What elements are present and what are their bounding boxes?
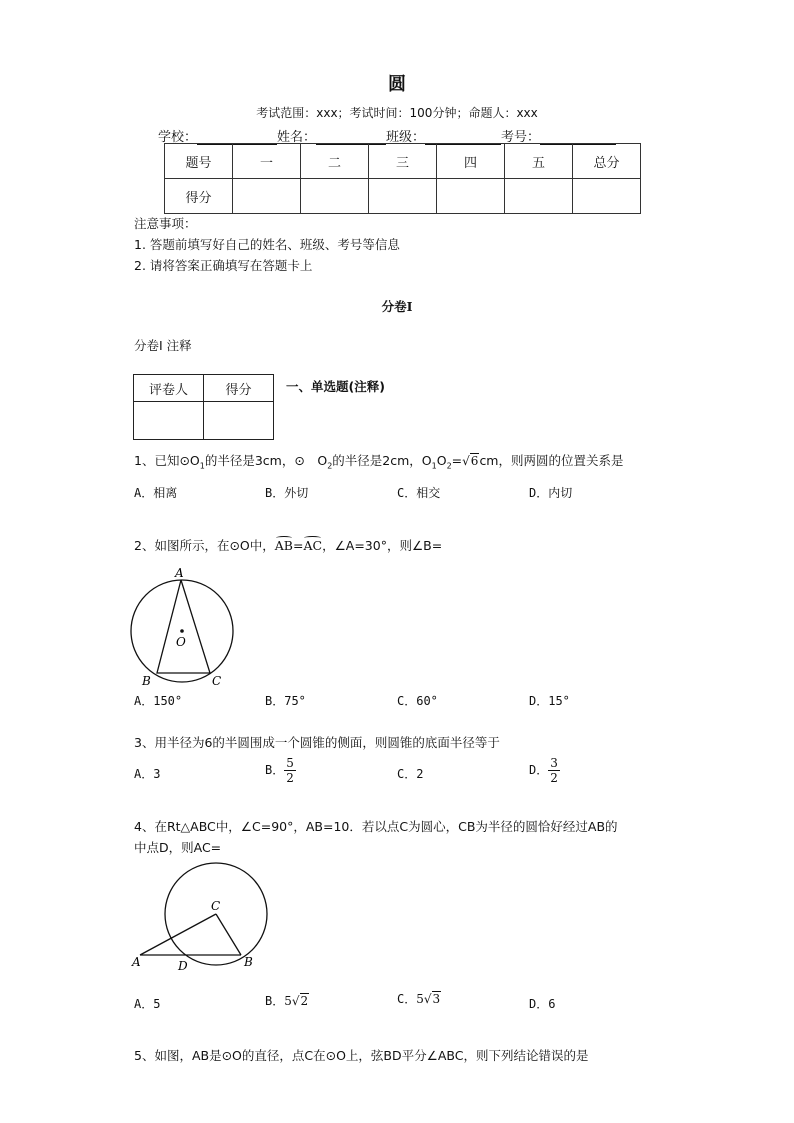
school-label: 学校： — [158, 130, 198, 145]
question-3-text: 3、用半径为6的半圆围成一个圆锥的侧面，则圆锥的底面半径等于 — [134, 735, 500, 750]
question-3-option-b[interactable]: B． $\frac{5}{2}$ — [265, 756, 294, 785]
question-4-text-line2: 中点D，则AC= — [134, 840, 222, 855]
score-cell: 二 — [301, 144, 369, 179]
label-a: A — [132, 955, 141, 969]
class-label: 班级： — [386, 130, 426, 145]
notes-item: 1. 答题前填写好自己的姓名、班级、考号等信息 — [134, 237, 400, 252]
score-table-score-row — [165, 179, 641, 214]
score-cell: 三 — [369, 144, 437, 179]
notes-block — [134, 213, 400, 276]
question-5-text: 5、如图，AB是⊙O的直径，点C在⊙O上，弦BD平分∠ABC，则下列结论错误的是 — [134, 1048, 589, 1063]
label-d: D — [178, 959, 188, 972]
sqrt-expression: 5√2 — [284, 994, 309, 1008]
score-entry[interactable] — [301, 179, 369, 214]
question-2-text: 2、如图所示，在⊙O中，AB=AC，∠A=30°，则∠B= — [134, 538, 443, 553]
score-entry[interactable] — [437, 179, 505, 214]
score-entry[interactable] — [573, 179, 641, 214]
name-label: 姓名： — [277, 130, 317, 145]
score-cell: 一 — [233, 144, 301, 179]
question-2-option-b[interactable]: B．75° — [265, 694, 306, 708]
fraction: $\frac{3}{2}$ — [550, 756, 558, 785]
label-b: B — [244, 955, 253, 969]
grader-header: 评卷人 — [134, 375, 204, 402]
fraction: $\frac{5}{2}$ — [286, 756, 294, 785]
label-c: C — [212, 674, 222, 688]
question-3-option-c[interactable]: C．2 — [397, 767, 424, 781]
question-1-option-b[interactable]: B．外切 — [265, 486, 309, 500]
label-c: C — [211, 899, 221, 913]
id-label: 考号： — [501, 130, 541, 145]
exam-meta: 考试范围：xxx；考试时间：100分钟；命题人：xxx — [256, 106, 538, 120]
grader-entry[interactable] — [204, 402, 274, 440]
question-4-option-c[interactable]: C．5√3 — [397, 992, 441, 1006]
question-3-option-d[interactable]: D． $\frac{3}{2}$ — [529, 756, 558, 785]
score-table — [164, 143, 641, 214]
notes-item: 2. 请将答案正确填写在答题卡上 — [134, 258, 313, 273]
label-o: O — [176, 635, 186, 649]
segment-cb — [216, 914, 241, 955]
question-4-option-d[interactable]: D．6 — [529, 997, 556, 1011]
grader-header: 得分 — [204, 375, 274, 402]
triangle-abc — [157, 580, 210, 673]
label-b: B — [142, 674, 151, 688]
score-table-header-row — [165, 144, 641, 179]
grader-table — [133, 374, 274, 440]
score-entry[interactable] — [505, 179, 573, 214]
arc-ac: AC — [303, 538, 323, 553]
center-point — [180, 629, 184, 633]
grader-entry[interactable] — [134, 402, 204, 440]
score-cell: 四 — [437, 144, 505, 179]
question-4-diagram — [130, 860, 270, 972]
section-note: 分卷I 注释 — [134, 338, 192, 353]
section-title: 分卷I — [381, 299, 413, 314]
question-1-text: 1、已知$⊙O_1$的半径是3cm，⊙ $O_2$的半径是2cm，$O_1O_2=√6cm$，则两圆的位置关系是 — [134, 453, 624, 471]
sqrt-expression: 5√3 — [416, 992, 441, 1006]
label-a: A — [175, 566, 184, 580]
question-2-option-a[interactable]: A．150° — [134, 694, 183, 708]
question-1-option-d[interactable]: D．内切 — [529, 486, 573, 500]
score-cell: 五 — [505, 144, 573, 179]
arc-ab: AB — [274, 538, 293, 553]
notes-title: 注意事项： — [134, 216, 197, 231]
question-2-option-c[interactable]: C．60° — [397, 694, 438, 708]
page-title: 圆 — [388, 74, 406, 95]
score-cell: 题号 — [165, 144, 233, 179]
score-entry[interactable] — [233, 179, 301, 214]
question-4-option-a[interactable]: A．5 — [134, 997, 161, 1011]
question-3-option-a[interactable]: A．3 — [134, 767, 161, 781]
score-entry[interactable] — [369, 179, 437, 214]
question-2-option-d[interactable]: D．15° — [529, 694, 570, 708]
score-cell: 总分 — [573, 144, 641, 179]
sqrt-expression: √6 — [462, 454, 479, 468]
question-1-option-c[interactable]: C．相交 — [397, 486, 441, 500]
score-row-label: 得分 — [165, 179, 233, 214]
question-4-option-b[interactable]: B．5√2 — [265, 994, 309, 1008]
question-4-text-line1: 4、在Rt△ABC中，∠C=90°，AB=10．若以点C为圆心，CB为半径的圆恰好经过AB的 — [134, 819, 618, 834]
question-1-option-a[interactable]: A．相离 — [134, 486, 178, 500]
question-type-title: 一、单选题(注释) — [286, 379, 385, 394]
question-2-diagram — [128, 563, 240, 691]
